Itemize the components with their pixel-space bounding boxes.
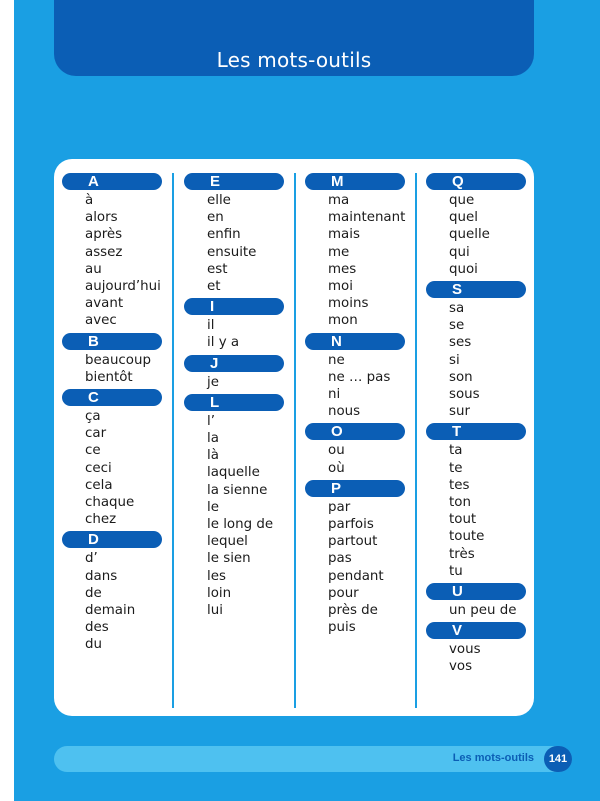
- word-item: avant: [85, 296, 124, 312]
- word-item: te: [449, 460, 463, 476]
- word-item: un peu de: [449, 603, 517, 619]
- letter-heading: T: [426, 423, 526, 440]
- word-item: quelle: [449, 227, 490, 243]
- word-item: ma: [328, 193, 350, 208]
- word-item: demain: [85, 603, 136, 619]
- letter-heading: A: [62, 173, 162, 190]
- letter-heading: S: [426, 281, 526, 298]
- word-item: nous: [328, 404, 361, 420]
- word-item: je: [207, 374, 219, 390]
- letter-heading: U: [426, 583, 526, 600]
- letter-heading: E: [184, 173, 284, 190]
- word-item: ce: [85, 443, 101, 459]
- word-item: tout: [449, 512, 477, 528]
- word-column-2: [184, 173, 284, 619]
- letter-heading: N: [305, 333, 405, 350]
- word-item: l’: [207, 413, 215, 429]
- letter-heading: J: [184, 355, 284, 372]
- letter-heading: V: [426, 622, 526, 639]
- word-item: se: [449, 318, 465, 334]
- word-item: en: [207, 210, 224, 226]
- word-item: par: [328, 499, 351, 515]
- column-divider: [172, 173, 174, 708]
- letter-heading: C: [62, 389, 162, 406]
- word-item: le long de: [207, 517, 274, 533]
- word-item: chez: [85, 512, 117, 528]
- word-item: après: [85, 227, 123, 243]
- letter-section: [62, 173, 162, 330]
- word-item: est: [207, 261, 228, 277]
- word-item: mon: [328, 313, 358, 329]
- word-item: vous: [449, 642, 481, 658]
- word-item: ne … pas: [328, 369, 391, 385]
- word-column-4: [426, 173, 526, 676]
- word-item: la sienne: [207, 482, 268, 498]
- word-item: ne: [328, 352, 345, 368]
- word-item: vos: [449, 659, 473, 675]
- word-item: ça: [85, 409, 101, 425]
- word-item: maintenant: [328, 210, 406, 226]
- word-item: près de: [328, 603, 378, 619]
- word-item: loin: [207, 585, 232, 601]
- word-item: ceci: [85, 460, 112, 476]
- word-item: moins: [328, 296, 369, 312]
- page-number: 141: [544, 746, 572, 772]
- word-item: alors: [85, 210, 118, 226]
- letter-section: [184, 173, 284, 295]
- column-divider: [415, 173, 417, 708]
- word-item: quel: [449, 210, 478, 226]
- word-item: ensuite: [207, 244, 257, 260]
- letter-section: [426, 423, 526, 580]
- word-item: aujourd’hui: [85, 279, 161, 295]
- letter-section: [62, 531, 162, 653]
- footer-bar: [54, 746, 572, 772]
- word-item: qui: [449, 244, 470, 260]
- word-item: toute: [449, 529, 485, 545]
- word-item: bientôt: [85, 369, 133, 385]
- word-item: il: [207, 318, 215, 334]
- word-item: mes: [328, 261, 357, 277]
- word-item: ta: [449, 443, 463, 459]
- word-list-card: [54, 159, 534, 716]
- letter-heading: O: [305, 423, 405, 440]
- word-item: très: [449, 546, 475, 562]
- word-item: le sien: [207, 551, 251, 567]
- word-item: le: [207, 499, 219, 515]
- letter-heading: D: [62, 531, 162, 548]
- word-item: me: [328, 244, 350, 260]
- word-column-3: [305, 173, 405, 636]
- letter-section: [305, 173, 405, 330]
- letter-section: [62, 389, 162, 528]
- page-title: Les mots-outils: [216, 48, 372, 72]
- word-item: que: [449, 193, 475, 208]
- word-item: où: [328, 460, 345, 476]
- word-item: partout: [328, 534, 378, 550]
- word-item: si: [449, 352, 460, 368]
- word-item: lui: [207, 603, 223, 619]
- letter-section: [184, 298, 284, 351]
- letter-section: [305, 333, 405, 421]
- letter-section: [426, 583, 526, 619]
- word-item: mais: [328, 227, 360, 243]
- word-item: son: [449, 369, 473, 385]
- word-item: chaque: [85, 495, 135, 511]
- letter-heading: I: [184, 298, 284, 315]
- word-item: sous: [449, 387, 480, 403]
- word-item: et: [207, 279, 221, 295]
- letter-section: [184, 355, 284, 391]
- letter-section: [305, 480, 405, 637]
- word-item: pas: [328, 551, 352, 567]
- word-item: laquelle: [207, 465, 260, 481]
- word-item: enfin: [207, 227, 241, 243]
- word-item: du: [85, 637, 102, 653]
- word-item: pendant: [328, 568, 384, 584]
- letter-section: [426, 281, 526, 420]
- word-item: de: [85, 585, 102, 601]
- word-item: ni: [328, 387, 341, 403]
- word-item: sur: [449, 404, 470, 420]
- letter-heading: L: [184, 394, 284, 411]
- word-item: avec: [85, 313, 117, 329]
- word-column-1: [62, 173, 162, 654]
- letter-heading: M: [305, 173, 405, 190]
- word-item: pour: [328, 585, 359, 601]
- word-item: elle: [207, 193, 231, 208]
- word-item: moi: [328, 279, 353, 295]
- word-item: ton: [449, 495, 471, 511]
- letter-section: [184, 394, 284, 619]
- letter-section: [62, 333, 162, 386]
- word-item: il y a: [207, 335, 240, 351]
- word-item: sa: [449, 301, 465, 317]
- word-item: lequel: [207, 534, 248, 550]
- letter-heading: B: [62, 333, 162, 350]
- word-item: puis: [328, 620, 356, 636]
- word-item: tu: [449, 563, 463, 579]
- title-banner: [54, 0, 534, 76]
- column-divider: [294, 173, 296, 708]
- letter-section: [426, 173, 526, 278]
- word-item: car: [85, 426, 107, 442]
- word-item: beaucoup: [85, 352, 151, 368]
- word-item: au: [85, 261, 102, 277]
- word-item: des: [85, 620, 109, 636]
- letter-section: [426, 622, 526, 675]
- word-item: ou: [328, 443, 345, 459]
- word-item: dans: [85, 568, 118, 584]
- word-item: parfois: [328, 517, 374, 533]
- word-item: assez: [85, 244, 123, 260]
- word-item: la: [207, 431, 219, 447]
- word-item: à: [85, 193, 94, 208]
- word-item: d’: [85, 551, 98, 567]
- word-item: ses: [449, 335, 472, 351]
- word-item: là: [207, 448, 219, 464]
- word-item: tes: [449, 477, 470, 493]
- letter-heading: P: [305, 480, 405, 497]
- word-item: les: [207, 568, 226, 584]
- letter-heading: Q: [426, 173, 526, 190]
- word-item: cela: [85, 477, 113, 493]
- letter-section: [305, 423, 405, 476]
- word-item: quoi: [449, 261, 478, 277]
- footer-label: Les mots-outils: [452, 752, 534, 764]
